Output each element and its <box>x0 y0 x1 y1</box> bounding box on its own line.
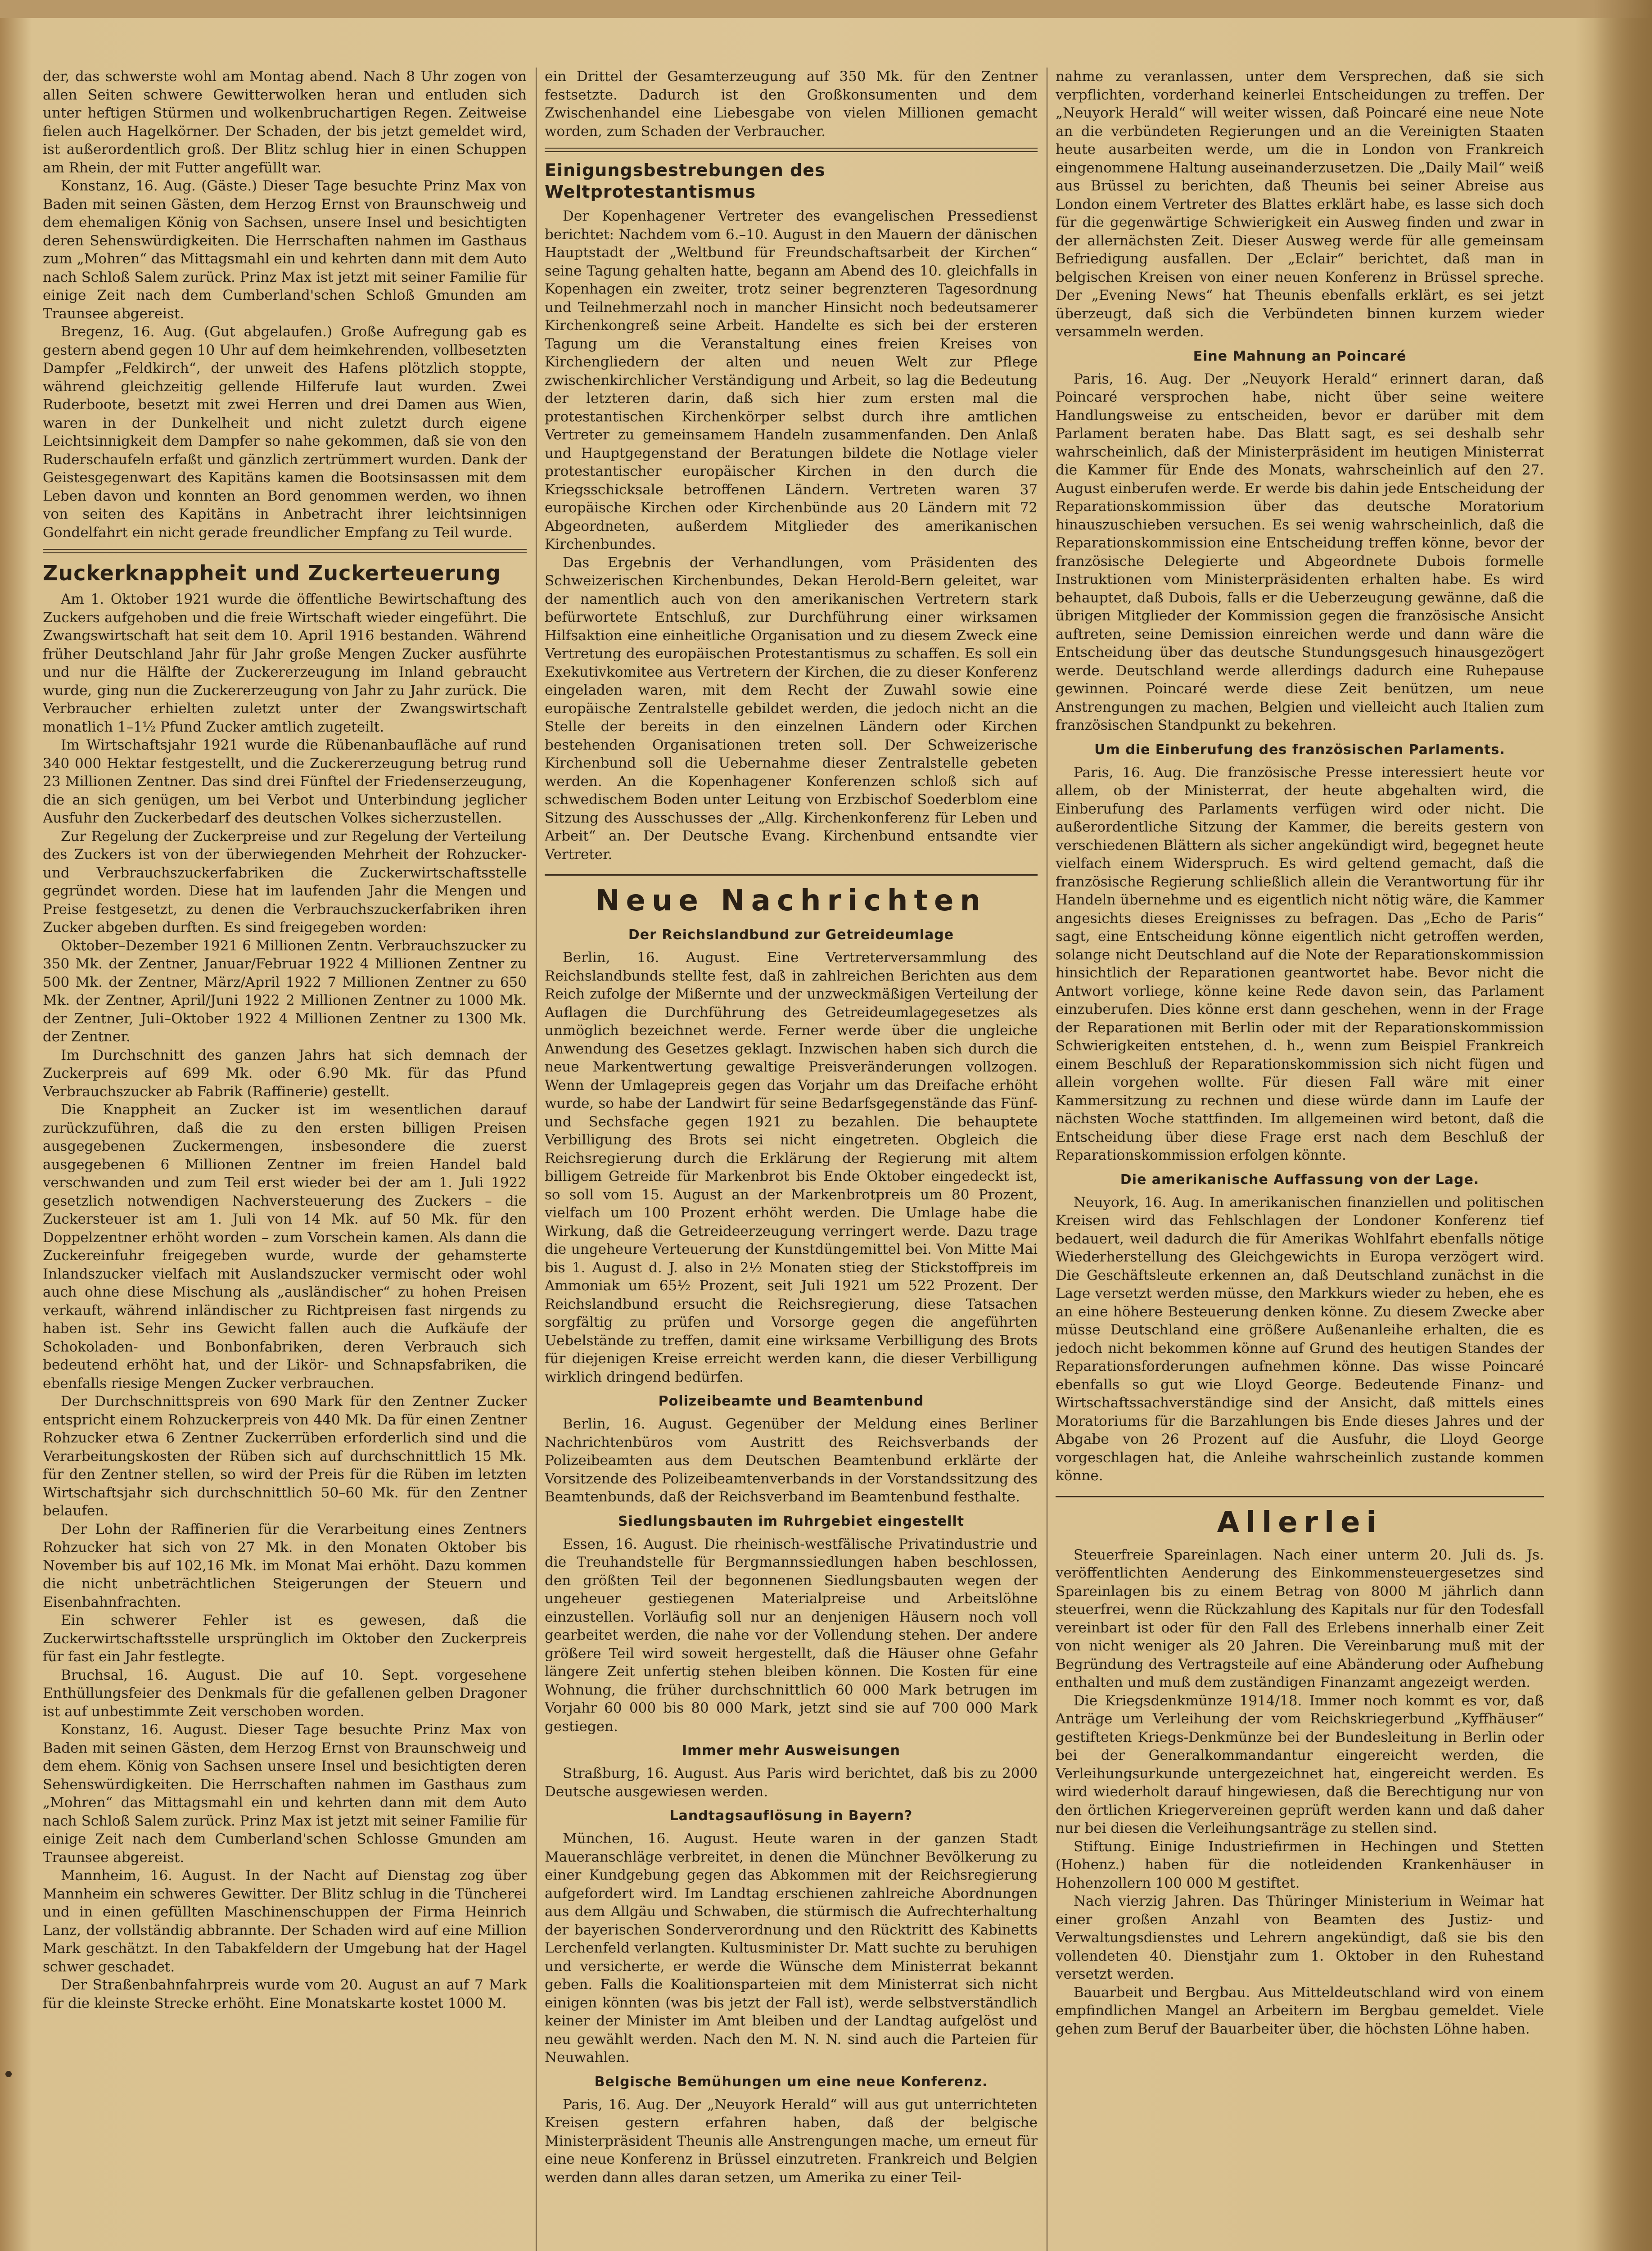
article-text: Mannheim, 16. August. In der Nacht auf Dienstag zog über Mannheim ein schweres Gewitter. Der Blitz schlug in die Tüncherei und in einen gefüllten Maschinenschuppen der Firma Heinrich Lanz, der vollständig abbrannte. Der Schaden wird auf eine Million Mark geschätzt. In den Tabakfeldern der Umgebung hat der Hagel schwer geschadet. <box>43 1867 527 1975</box>
article-text: Paris, 16. Aug. Der „Neuyork Herald“ erinnert daran, daß Poincaré versprochen habe, nicht über seine weitere Handlungsweise zu entscheiden, bevor er darüber mit dem Parlament beraten habe. Das Blatt sagt, es sei deshalb sehr wahrscheinlich, daß der Ministerpräsident im heutigen Ministerrat die Kammer für Ende des Monats, wahrscheinlich auf den 27. August einberufen werde. Er werde bis dahin jede Entscheidung der Reparationskommission über das deutsche Moratorium hinauszuschieben versuchen. Es sei wenig wahrscheinlich, daß die Reparationskommission eine Entscheidung treffen könne, bevor der französische Delegierte und Abgeordnete Dubois formelle Instruktionen vom Ministerpräsidenten erhalten habe. Es wird behauptet, daß Dubois, falls er die Ueberzeugung gewänne, daß die übrigen Mitglieder der Kommission gegen die französische Ansicht auftreten, seine Demission einreichen werde und dann wäre die Entscheidung über das deutsche Stundungsgesuch hinausgezögert werde. Deutschland werde allerdings dadurch eine Ruhepause gewinnen. Poincaré werde diese Zeit benützen, um neue Anstrengungen zu machen, Belgien und vielleicht auch Italien zum französischen Standpunkt zu bekehren. <box>1056 371 1544 733</box>
article-text: Essen, 16. August. Die rheinisch-westfälische Privatindustrie und die Treuhandstelle für Bergmannssiedlungen haben beschlossen, den größten Teil der begonnenen Siedlungsbauten wegen der ungeheuer gestiegenen Materialpreise und Arbeitslöhne einzustellen. Vorläufig soll nur an denjenigen Häusern noch voll gearbeitet werden, die nahe vor der Vollendung stehen. Der andere größere Teil wird soweit hergestellt, daß die Häuser ohne Gefahr längere Zeit unfertig stehen bleiben können. Die Kosten für eine Wohnung, die früher durchschnittlich 60 000 Mark betrugen im Vorjahr 60 000 bis 80 000 Mark, jetzt sind sie auf 700 000 Mark gestiegen. <box>545 1536 1038 1735</box>
article-text: München, 16. August. Heute waren in der ganzen Stadt Maueranschläge verbreitet, in denen die Münchner Bevölkerung zu einer Kundgebung gegen das Abkommen mit der Reichsregierung aufgefordert wird. Im Landtag erschienen zahlreiche Abordnungen aus dem Allgäu und Schwaben, die stürmisch die Aufrechterhaltung der bayerischen Sonderverordnung und den Rücktritt des Kabinetts Lerchenfeld verlangten. Kultusminister Dr. Matt suchte zu beruhigen und versicherte, er werde die Wünsche dem Ministerrat bekannt geben. Falls die Koalitionsparteien mit dem Ministerrat sich nicht einigen könnten (was bis jetzt der Fall ist), werde selbstverständlich keiner der Minister im Amt bleiben und der Landtag aufgelöst und neu gewählt werden. Nach den M. N. N. sind auch die Parteien für Neuwahlen. <box>545 1831 1038 2066</box>
divider <box>545 148 1038 152</box>
article-text: nahme zu veranlassen, unter dem Versprechen, daß sie sich verpflichten, vorderhand keinerlei Entscheidungen zu treffen. Der „Neuyork Herald“ will weiter wissen, daß Poincaré eine neue Note an die verbündeten Regierungen und an die Vereinigten Staaten heute ausarbeiten werde, um die in London von Frankreich eingenommene Haltung auseinanderzusetzen. Die „Daily Mail“ weiß aus Brüssel zu berichten, daß Theunis bei seiner Abreise aus London einem Vertreter des Blattes erklärt habe, es lasse sich doch für die gegenwärtige Schwierigkeit ein Ausweg finden und zwar in der allernächsten Zeit. Dieser Ausweg werde für alle gemeinsam Befriedigung ausfallen. Der „Eclair“ berichtet, daß man in belgischen Kreisen von einer neuen Konferenz in Brüssel spreche. Der „Evening News“ hat Theunis ebenfalls erklärt, es sei jetzt überzeugt, daß sich die Verbündeten binnen kurzem wieder versammeln werden. <box>1056 68 1544 340</box>
column-3 <box>1056 68 1544 2251</box>
article-text: Berlin, 16. August. Gegenüber der Meldung eines Berliner Nachrichtenbüros vom Austritt des Reichsverbands der Polizeibeamten aus dem Deutschen Beamtenbund erklärte der Vorsitzende des Polizeibeamtenverbands in der Vorstandssitzung des Beamtenbunds, daß der Reichsverband im Beamtenbund festhalte. <box>545 1416 1038 1505</box>
article-text: Berlin, 16. August. Eine Vertreterversammlung des Reichslandbunds stellte fest, daß in zahlreichen Berichten aus dem Reich zufolge der Mißernte und der unzweckmäßigen Verteilung der Auflagen die Durchführung des Getreideumlagegesetzes als unmöglich bezeichnet werde. Ferner werde über die ungleiche Anwendung des Gesetzes geklagt. Inzwischen haben sich durch die neue Markentwertung gewaltige Preisveränderungen vollzogen. Wenn der Umlagepreis gegen das Vorjahr um das Dreifache erhöht wurde, so habe der Landwirt für seine Bedarfsgegenstände das Fünf- und Sechsfache gegen 1921 zu bezahlen. Die behauptete Verbilligung des Brots sei nicht eingetreten. Obgleich die Reichsregierung durch die Erklärung der Regierung mit altem billigem Getreide für Markenbrot bis Ende Oktober eingedeckt ist, so soll vom 15. August an der Markenbrotpreis um 80 Prozent, vielfach um 100 Prozent erhöht werden. Die Umlage habe die Wirkung, daß die Getreideerzeugung verringert werde. Dazu trage die ungeheure Verteuerung der Kunstdüngemittel bei. Von Mitte Mai bis 1. August d. J. also in 2½ Monaten stieg der Stickstoffpreis im Ammoniak um 65½ Prozent, seit Juli 1921 um 522 Prozent. Der Reichslandbund ersucht die Reichsregierung, diese Tatsachen sorgfältig zu prüfen und Vorsorge gegen die angeführten Uebelstände zu treffen, damit eine wirksame Verbilligung des Brots für diejenigen Kreise erreicht werden kann, die dieser Verbilligung wirklich dringend bedürfen. <box>545 949 1038 1385</box>
section-banner-allerlei: Allerlei <box>1056 1496 1544 1541</box>
article-text: Die Kriegsdenkmünze 1914/18. Immer noch kommt es vor, daß Anträge um Verleihung der vom Reichskriegerbund „Kyffhäuser“ gestifteten Kriegs-Denkmünze bei der Bundesleitung in Berlin oder bei der Generalkommandantur eingereicht werden, die Verleihungsurkunde untergezeichnet hat, eingereicht werden. Es wird wiederholt darauf hingewiesen, daß die Berechtigung nur von den örtlichen Kriegervereinen geprüft werden kann und daß daher nur bei diesen die Verleihungsanträge zu stellen sind. <box>1056 1692 1544 1836</box>
article-text: der, das schwerste wohl am Montag abend. Nach 8 Uhr zogen von allen Seiten schwere Gewitterwolken heran und entluden sich unter heftigen Stürmen und wolkenbruchartigen Regen. Zeitweise fielen auch Hagelkörner. Der Schaden, der bis jetzt gemeldet wird, ist außerordentlich groß. Der Blitz schlug hier in einen Schuppen am Rhein, der mit Futter angefüllt war. <box>43 68 527 176</box>
article-text: Der Kopenhagener Vertreter des evangelischen Pressedienst berichtet: Nachdem vom 6.–10. August in den Mauern der dänischen Hauptstadt der „Weltbund für Freundschaftsarbeit der Kirchen“ seine Tagung gehalten hatte, begann am Abend des 10. gleichfalls in Kopenhagen ein zweiter, trotz seiner begrenzteren Tagesordnung und Teilnehmerzahl noch in mancher Hinsicht noch bedeutsamerer Kirchenkongreß seine Arbeit. Handelte es sich bei der ersteren Tagung um die Veranstaltung eines freien Kreises von Kirchengliedern der alten und neuen Welt zur Pflege zwischenkirchlicher Verständigung und Arbeit, so lag die Bedeutung der letzteren darin, daß sich hier zum ersten mal die protestantischen Kirchenkörper selbst durch ihre amtlichen Vertreter zu gemeinsamem Handeln zusammenfanden. Den Anlaß und Hauptgegenstand der Beratungen bildete die Notlage vieler protestantischer europäischer Kirchen in den durch die Kriegsschicksale betroffenen Ländern. Vertreten waren 37 europäische Kirchen oder Kirchenbünde aus 20 Ländern mit 72 Abgeordneten, außerdem Mitglieder des amerikanischen Kirchenbundes. <box>545 208 1038 552</box>
headline-amerika: Die amerikanische Auffassung von der Lage. <box>1120 1171 1480 1188</box>
article-text: Stiftung. Einige Industriefirmen in Hechingen und Stetten (Hohenz.) haben für die notleidenden Krankenhäuser in Hohenzollern 100 000 M gestiftet. <box>1056 1838 1544 1891</box>
article-text: Ein schwerer Fehler ist es gewesen, daß die Zuckerwirtschaftsstelle ursprünglich im Oktober den Zuckerpreis für fast ein Jahr festlegte. <box>43 1612 527 1665</box>
scan-top-edge <box>0 0 1652 18</box>
article-text: Der Straßenbahnfahrpreis wurde vom 20. August an auf 7 Mark für die kleinste Strecke erhöht. Eine Monatskarte kostet 1000 M. <box>43 1977 527 2011</box>
headline-polizeibeamte: Polizeibeamte und Beamtenbund <box>658 1393 924 1409</box>
headline-konferenz: Belgische Bemühungen um eine neue Konferenz. <box>594 2074 988 2090</box>
headline-siedlungsbauten: Siedlungsbauten im Ruhrgebiet eingestellt <box>618 1513 965 1529</box>
headline-reichslandbund: Der Reichslandbund zur Getreideumlage <box>628 927 954 943</box>
headline-ausweisungen: Immer mehr Ausweisungen <box>682 1743 900 1758</box>
price-list: Oktober–Dezember 1921 6 Millionen Zentn. Verbrauchszucker zu 350 Mk. der Zentner, Januar/Februar 1922 4 Millionen Zentner zu 500 Mk. der Zentner, März/April 1922 7 Millionen Zentner zu 650 Mk. der Zentner, April/Juni 1922 2 Millionen Zentner zu 1000 Mk. der Zentner, Juli–Oktober 1922 4 Millionen Zentner zu 1300 Mk. der Zentner. <box>43 937 527 1045</box>
divider <box>43 549 527 553</box>
article-text: Bregenz, 16. Aug. (Gut abgelaufen.) Große Aufregung gab es gestern abend gegen 10 Uhr auf dem heimkehrenden, vollbesetzten Dampfer „Feldkirch“, der unweit des Hafens plötzlich stoppte, während gleichzeitig gellende Hilferufe laut wurden. Zwei Ruderboote, besetzt mit zwei Herren und drei Damen aus Wien, waren in der Dunkelheit und nicht zuletzt durch eigene Leichtsinnigkeit dem Dampfer so nahe gekommen, daß sie von den Ruderschaufeln erfaßt und gänzlich zertrümmert wurden. Dank der Geistesgegenwart des Kapitäns kamen die Bootsinsassen mit dem Leben davon und konnten an Bord genommen werden, wo ihnen von seiten des Kapitäns in Anbetracht ihrer leichtsinnigen Gondelfahrt ein nicht gerade freundlicher Empfang zu Teil wurde. <box>43 324 527 541</box>
article-text: Der Lohn der Raffinerien für die Verarbeitung eines Zentners Rohzucker hat sich von 27 Mk. in den Monaten Oktober bis November bis auf 102,16 Mk. im Monat Mai erhöht. Dazu kommen die nicht unbeträchtlichen Steigerungen der Steuern und Eisenbahnfrachten. <box>43 1521 527 1610</box>
article-text: ein Drittel der Gesamterzeugung auf 350 Mk. für den Zentner festsetzte. Dadurch ist den Großkonsumenten und dem Zwischenhandel eine Liebesgabe von vielen Millionen gemacht worden, zum Schaden der Verbraucher. <box>545 68 1038 140</box>
article-text: Konstanz, 16. August. Dieser Tage besuchte Prinz Max von Baden mit seinen Gästen, dem Herzog Ernst von Braunschweig und dem ehem. König von Sachsen unsere Insel und besichtigten deren Sehenswürdigkeiten. Die Herrschaften nahmen im Gasthaus zum „Mohren“ das Mittagsmahl ein und kehrten dann mit dem Auto nach Schloß Salem zurück. Prinz Max ist jetzt mit seiner Familie für einige Zeit nach dem Cumberland'schen Schlosse Gmunden am Traunsee abgereist. <box>43 1722 527 1866</box>
article-text: Straßburg, 16. August. Aus Paris wird berichtet, daß bis zu 2000 Deutsche ausgewiesen werden. <box>545 1765 1038 1800</box>
headline-mahnung: Eine Mahnung an Poincaré <box>1193 348 1407 364</box>
article-text: Paris, 16. Aug. Die französische Presse interessiert heute vor allem, ob der Ministerrat, der heute abgehalten wird, die Einberufung des Parlaments verfügen wird oder nicht. Die außerordentliche Sitzung der Kammer, die bereits gestern von verschiedenen Blättern als sicher angekündigt wird, begegnet heute vielfach einem Widerspruch. Es wird geltend gemacht, daß die französische Regierung schließlich allein die Verantwortung für ihr Handeln übernehme und es eigentlich nicht nötig wäre, die Kammer angesichts dieses Ereignisses zu befragen. Das „Echo de Paris“ sagt, eine Entscheidung könne eigentlich nicht getroffen werden, solange nicht Deutschland auf die Note der Reparationskommission hinsichtlich der Reparationen geantwortet habe. Bevor nicht die Antwort vorliege, könne keine Rede davon sein, das Parlament einzuberufen. Dies könne erst dann geschehen, wenn in der Frage der Reparationen mit Berlin oder mit der Reparationskommission Schwierigkeiten entstehen, d. h., wenn zum Beispiel Frankreich einem Beschluß der Reparationskommission sich nicht fügen und allein vorgehen wollte. Für diesen Fall wäre mit einer Kammersitzung zu rechnen und diese würde dann im Laufe der nächsten Woche stattfinden. Im allgemeinen wird betont, daß die Entscheidung über diese Frage erst nach dem Beschluß der Reparationskommission erfolgen könnte. <box>1056 764 1544 1163</box>
article-text: Im Durchschnitt des ganzen Jahrs hat sich demnach der Zuckerpreis auf 699 Mk. oder 6.90 Mk. für das Pfund Verbrauchszucker ab Fabrik (Raffinerie) gestellt. <box>43 1047 527 1100</box>
article-text: Zur Regelung der Zuckerpreise und zur Regelung der Verteilung des Zuckers ist von der überwiegenden Mehrheit der Rohzucker- und Verbrauchszuckerfabriken die Zuckerwirtschaftsstelle gegründet worden. Diese hat im laufenden Jahr die Mengen und Preise festgesetzt, zu denen die Verbrauchszuckerfabriken ihren Zucker abgeben durften. Es sind freigegeben worden: <box>43 828 527 936</box>
article-text: Die Knappheit an Zucker ist im wesentlichen darauf zurückzuführen, daß die zu den ersten billigen Preisen ausgegebenen Zuckermengen, insbesondere die zuerst ausgegebenen 6 Millionen Zentner im freien Handel bald verschwanden und zum Teil erst wieder bei der am 1. Juli 1922 gesetzlich notwendigen Nachversteuerung des Zuckers – die Zuckersteuer ist am 1. Juli von 14 Mk. auf 50 Mk. für den Doppelzentner erhöht worden – zum Vorschein kamen. Als dann die Zuckereinfuhr freigegeben wurde, wurde der gehamsterte Inlandszucker vielfach mit Auslandszucker vermischt oder wohl auch ohne diese Mischung als „ausländischer“ zu hohen Preisen verkauft, während inländischer zu Richtpreisen fast nirgends zu haben ist. Sehr ins Gewicht fallen auch die Aufkäufe der Schokoladen- und Bonbonfabriken, deren Verbrauch sich bedeutend erhöht hat, und der Likör- und Schnapsfabriken, die ebenfalls riesige Mengen Zucker verbrauchen. <box>43 1102 527 1392</box>
headline-einberufung: Um die Einberufung des französischen Parlaments. <box>1094 741 1505 758</box>
article-text: Nach vierzig Jahren. Das Thüringer Ministerium in Weimar hat einer großen Anzahl von Beamten des Justiz- und Verwaltungsdienstes und Lehrern angekündigt, daß sie bis den vollendeten 40. Dienstjahr zum 1. Oktober in den Ruhestand versetzt werden. <box>1056 1893 1544 1982</box>
column-rule <box>536 68 537 2251</box>
article-text: Paris, 16. Aug. Der „Neuyork Herald“ will aus gut unterrichteten Kreisen gestern erfahren haben, daß der belgische Ministerpräsident Theunis alle Anstrengungen mache, um erneut für eine neue Konferenz in Brüssel einzutreten. Frankreich und Belgien werden dann alles daran setzen, um Amerika zu einer Teil- <box>545 2096 1038 2186</box>
article-text: Das Ergebnis der Verhandlungen, vom Präsidenten des Schweizerischen Kirchenbundes, Dekan Herold-Bern geleitet, war der namentlich auch von den amerikanischen Vertretern stark befürwortete Entschluß, zur Durchführung einer wirksamen Hilfsaktion eine einheitliche Organisation und zu diesem Zweck eine Vertretung des europäischen Protestantismus zu schaffen. Es soll ein Exekutivkomitee aus Vertretern der Kirchen, die zu dieser Konferenz eingeladen waren, mit dem Recht der Zuwahl sowie eine europäische Zentralstelle gebildet werden, die jedoch nicht an die Stelle der bereits in den einzelnen Ländern oder Kirchen bestehenden Organisationen treten soll. Der Schweizerische Kirchenbund soll die Uebernahme dieser Zentralstelle gebeten werden. An die Kopenhagener Konferenzen schloß sich auf schwedischem Boden unter Leitung von Erzbischof Soederblom eine Sitzung des Ausschusses der „Allg. Kirchenkonferenz für Leben und Arbeit“ an. Der Deutsche Evang. Kirchenbund entsandte vier Vertreter. <box>545 554 1038 863</box>
article-text: Am 1. Oktober 1921 wurde die öffentliche Bewirtschaftung des Zuckers aufgehoben und die freie Wirtschaft wieder eingeführt. Die Zwangswirtschaft hat seit dem 10. April 1916 bestanden. Während früher Deutschland Jahr für Jahr große Mengen Zucker ausführte und nur die Hälfte der Zuckererzeugung im Inland gebraucht wurde, ging nun die Zuckererzeugung von Jahr zu Jahr zurück. Die Verbraucher erhielten zuletzt unter der Zwangswirtschaft monatlich 1–1½ Pfund Zucker amtlich zugeteilt. <box>43 591 527 735</box>
column-1 <box>43 68 527 2251</box>
article-text: Bruchsal, 16. August. Die auf 10. Sept. vorgesehene Enthüllungsfeier des Denkmals für die gefallenen gelben Dragoner ist auf unbestimmte Zeit verschoben worden. <box>43 1667 527 1720</box>
column-2 <box>545 68 1038 2251</box>
article-text: Der Durchschnittspreis von 690 Mark für den Zentner Zucker entspricht einem Rohzuckerpreis von 440 Mk. Da für einen Zentner Rohzucker etwa 6 Zentner Zuckerrüben erforderlich sind und die Verarbeitungskosten der Rüben sich auf durchschnittlich 15 Mk. für den Zentner stellen, so wird der Preis für die Rüben im letzten Wirtschaftsjahr sich durchschnittlich 50–60 Mk. für den Zentner belaufen. <box>43 1393 527 1519</box>
article-text: Neuyork, 16. Aug. In amerikanischen finanziellen und politischen Kreisen wird das Fehlschlagen der Londoner Konferenz tief bedauert, weil dadurch die für Amerikas Wohlfahrt ebenfalls nötige Wiederherstellung des Gleichgewichts in Europa verzögert wird. Die Geschäftsleute erkennen an, daß Deutschland zunächst in die Lage versetzt werden müsse, den Markkurs wieder zu heben, ehe es an eine höhere Besteuerung denken könne. Zu diesem Zwecke aber müsse Deutschland eine größere Außenanleihe erhalten, die es jedoch nicht bekommen könne auf Grund des heutigen Standes der Reparationsforderungen aufnehmen könne. Das wisse Poincaré ebenfalls so gut wie Lloyd George. Bedeutende Finanz- und Wirtschaftssachverständige sind der Ansicht, daß mittels eines Moratoriums für die Barzahlungen bis Ende dieses Jahres und der Abgabe von 26 Prozent auf die Ausfuhr, die Lloyd George vorgeschlagen hat, die Anleihe wahrscheinlich zustande kommen könne. <box>1056 1194 1544 1484</box>
article-text: Im Wirtschaftsjahr 1921 wurde die Rübenanbaufläche auf rund 340 000 Hektar festgestellt, und die Zuckererzeugung betrug rund 23 Millionen Zentner. Das sind drei Fünftel der Friedenserzeugung, die an sich genügen, um bei Verbot und Unterbindung jeglicher Ausfuhr den Zuckerbedarf des deutschen Volkes sicherzustellen. <box>43 737 527 826</box>
margin-mark <box>5 2071 12 2077</box>
article-text: Konstanz, 16. Aug. (Gäste.) Dieser Tage besuchte Prinz Max von Baden mit seinen Gästen, dem Herzog Ernst von Braunschweig und dem ehemaligen König von Sachsen, unsere Insel und besichtigten deren Sehenswürdigkeiten. Die Herrschaften nahmen im Gasthaus zum „Mohren“ das Mittagsmahl ein und kehrten dann mit dem Auto nach Schloß Salem zurück. Prinz Max ist jetzt mit seiner Familie für einige Zeit nach dem Cumberland'schen Schloß Gmunden am Traunsee abgereist. <box>43 178 527 322</box>
headline-landtag: Landtagsauflösung in Bayern? <box>669 1808 913 1824</box>
page-edge-shadow <box>1593 0 1652 2251</box>
section-banner: Neue Nachrichten <box>545 874 1038 920</box>
headline-weltprotestantismus: Einigungsbestrebungen des Weltprotestantismus <box>545 160 826 202</box>
headline-zucker: Zuckerknappheit und Zuckerteuerung <box>43 561 501 585</box>
article-text: Steuerfreie Spareinlagen. Nach einer unterm 20. Juli ds. Js. veröffentlichten Aenderung des Einkommensteuergesetzes sind Spareinlagen bis zu einem Betrag von 8000 M jährlich dann steuerfrei, wenn die Rückzahlung des Kapitals nur für den Todesfall vereinbart ist oder für den Fall des Erlebens innerhalb einer Zeit von nicht weniger als 20 Jahren. Die Vereinbarung muß mit der Begründung des Vertragsteile auf eine Abänderung oder Aufhebung enthalten und muß dem zuständigen Finanzamt angezeigt werden. <box>1056 1546 1544 1691</box>
article-text: Bauarbeit und Bergbau. Aus Mitteldeutschland wird von einem empfindlichen Mangel an Arbeitern im Bergbau gemeldet. Viele gehen zum Beruf der Bauarbeiter über, die höchsten Löhne haben. <box>1056 1984 1544 2037</box>
